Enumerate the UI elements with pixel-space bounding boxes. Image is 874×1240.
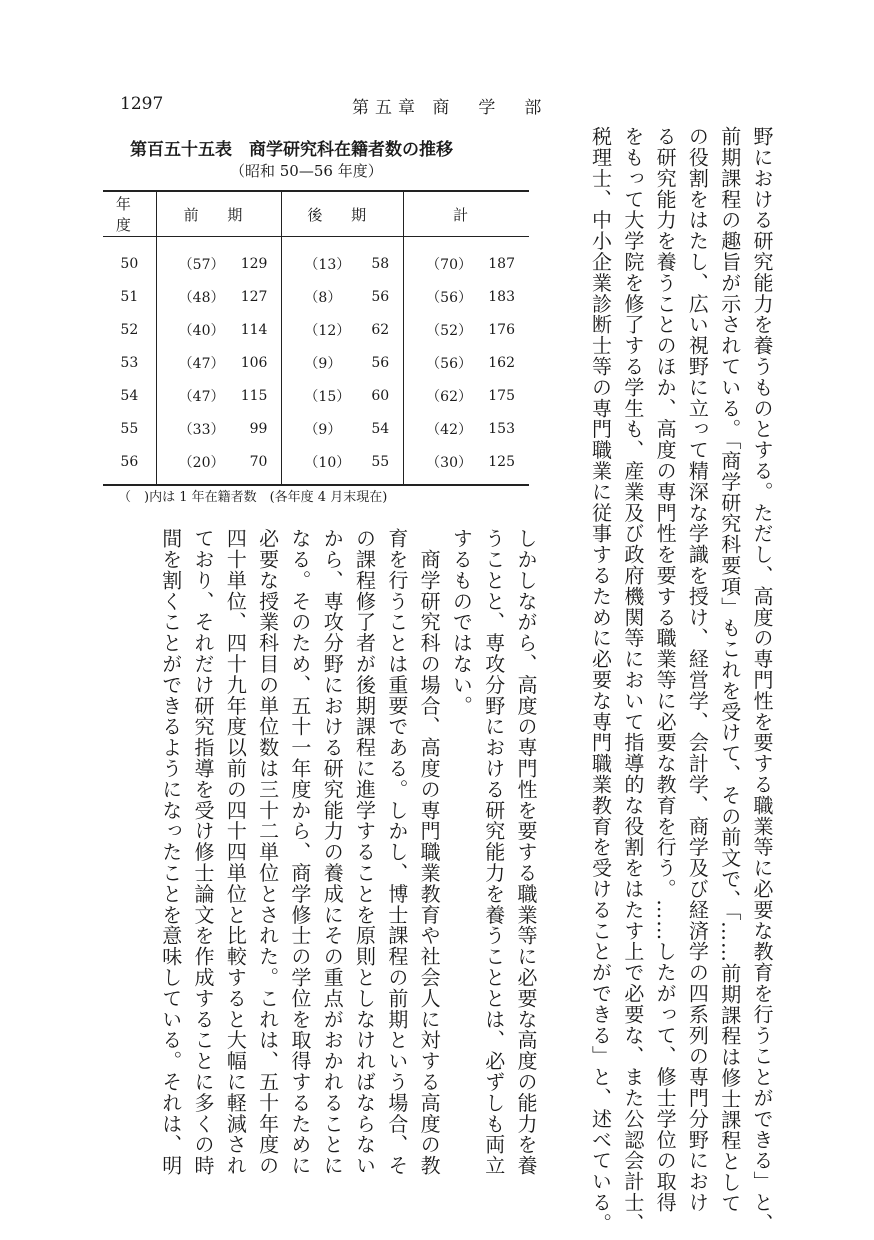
page-number: 1297 (120, 94, 164, 114)
body-text-upper (584, 126, 778, 1234)
table-cell: （13） (282, 237, 359, 281)
table-header-row (103, 191, 529, 237)
table-cell: （48） (156, 280, 233, 313)
table-cell: 56 (371, 354, 390, 371)
table-cell: 55 (120, 420, 139, 437)
table-cell: 115 (240, 387, 268, 404)
table-cell: 106 (240, 354, 268, 371)
table-cell: 153 (488, 420, 515, 437)
table-row (103, 280, 529, 313)
text-line: 前期課程の趣旨が示されている。「商学研究科要項」もこれを受けて、その前文で、「……前期課程は修士課程として (717, 126, 742, 1214)
table-row (103, 445, 529, 485)
table-cell: 53 (120, 354, 139, 371)
table-cell: （42） (404, 412, 481, 445)
text-line: 必要な授業科目の単位数は三十二単位とされた。これは、五十年度の (255, 528, 280, 1176)
table-cell: 54 (371, 420, 390, 437)
enrollment-table (103, 190, 529, 486)
table-note: （ )内は 1 年在籍者数 (各年度 4 月末現在) (118, 490, 388, 505)
text-line: なる。そのため、五十一年度から、商学修士の学位を取得するために (287, 528, 312, 1176)
text-line: から、専攻分野における研究能力の養成にその重点がおかれることに (320, 528, 345, 1176)
table-cell: （9） (282, 346, 359, 379)
table-row (103, 412, 529, 445)
table-row (103, 313, 529, 346)
table-cell: （52） (404, 313, 481, 346)
header-first-term: 前 期 (156, 191, 282, 237)
table-cell: （20） (156, 445, 233, 485)
table-cell: 51 (120, 288, 139, 305)
table-subtitle: （昭和 50—56 年度） (230, 162, 383, 180)
table-cell: 62 (371, 321, 390, 338)
text-line: しかしながら、高度の専門性を要する職業等に必要な高度の能力を養 (514, 528, 538, 1176)
table-cell: 127 (240, 288, 268, 305)
text-line: 税理士、中小企業診断士等の専門職業に従事するために必要な専門職業教育を受けることができる」と、述べている。 (588, 126, 613, 1234)
table-cell: 176 (488, 321, 515, 338)
table-cell: 50 (120, 255, 139, 272)
table-cell: （70） (404, 237, 481, 281)
table-row (103, 379, 529, 412)
table-row (103, 237, 529, 281)
table-cell: 129 (240, 255, 268, 272)
table-cell: （40） (156, 313, 233, 346)
table-row (103, 346, 529, 379)
table-cell: 183 (488, 288, 515, 305)
table-cell: （9） (282, 412, 359, 445)
table-cell: （15） (282, 379, 359, 412)
table-cell: 125 (481, 445, 529, 485)
table-cell: （30） (404, 445, 481, 485)
header-total: 計 (404, 191, 529, 237)
text-line: をもって大学院を修了する学生も、産業及び政府機関等において指導的な役割をはたす上で必要な、また公認会計士、 (620, 126, 645, 1234)
text-line: ており、それだけ研究指導を受け修士論文を作成することに多くの時 (191, 528, 216, 1176)
text-line: る研究能力を養うことのほか、高度の専門性を要する職業等に必要な教育を行う。……したがって、修士学位の取得 (653, 126, 678, 1213)
table-title: 第百五十五表 商学研究科在籍者数の推移 (130, 140, 453, 160)
text-line: うことと、専攻分野における研究能力を養うこととは、必ずしも両立 (481, 528, 506, 1176)
table-cell: （12） (282, 313, 359, 346)
table-cell: 70 (233, 445, 282, 485)
table-cell: 114 (240, 321, 268, 338)
table-cell: （57） (156, 237, 233, 281)
text-line: 間を割くことができるようになったことを意味している。それは、明 (158, 528, 183, 1176)
table-cell: （10） (282, 445, 359, 485)
table-cell: 54 (120, 387, 139, 404)
text-line: 四十単位、四十九年度以前の四十四単位と比較すると大幅に軽減され (223, 528, 248, 1176)
table-cell: 55 (359, 445, 404, 485)
text-line: の課程修了者が後期課程に進学することを原則としなければならない (352, 528, 377, 1176)
table-cell: 58 (371, 255, 390, 272)
text-line: 育を行うことは重要である。しかし、博士課程の前期という場合、そ (384, 528, 409, 1176)
text-line: 商学研究科の場合、高度の専門職業教育や社会人に対する高度の教 (417, 528, 442, 1176)
table-cell: （8） (282, 280, 359, 313)
table-cell: （56） (404, 346, 481, 379)
text-line: 野における研究能力を養うものとする。ただし、高度の専門性を要する職業等に必要な教育を行うことができる」と、 (750, 126, 774, 1234)
body-text-lower (154, 528, 542, 1176)
table-cell: 175 (488, 387, 515, 404)
table-cell: （56） (404, 280, 481, 313)
text-line: するものではない。 (449, 528, 474, 717)
text-line: の役割をはたし、広い視野に立って精深な学識を授け、経営学、会計学、商学及び経済学の四系列の専門分野におけ (685, 126, 710, 1213)
table-cell: （33） (156, 412, 233, 445)
table-cell: 52 (120, 321, 139, 338)
table-cell: 187 (488, 255, 515, 272)
chapter-heading: 第五章 商 学 部 (352, 98, 548, 118)
table-cell: 56 (103, 445, 156, 485)
table-cell: （47） (156, 346, 233, 379)
header-second-term: 後 期 (282, 191, 404, 237)
table-cell: 60 (371, 387, 390, 404)
table-cell: 99 (249, 420, 268, 437)
table-cell: 162 (488, 354, 515, 371)
table-cell: （62） (404, 379, 481, 412)
table-cell: （47） (156, 379, 233, 412)
header-year: 年 度 (103, 191, 156, 237)
table-cell: 56 (371, 288, 390, 305)
